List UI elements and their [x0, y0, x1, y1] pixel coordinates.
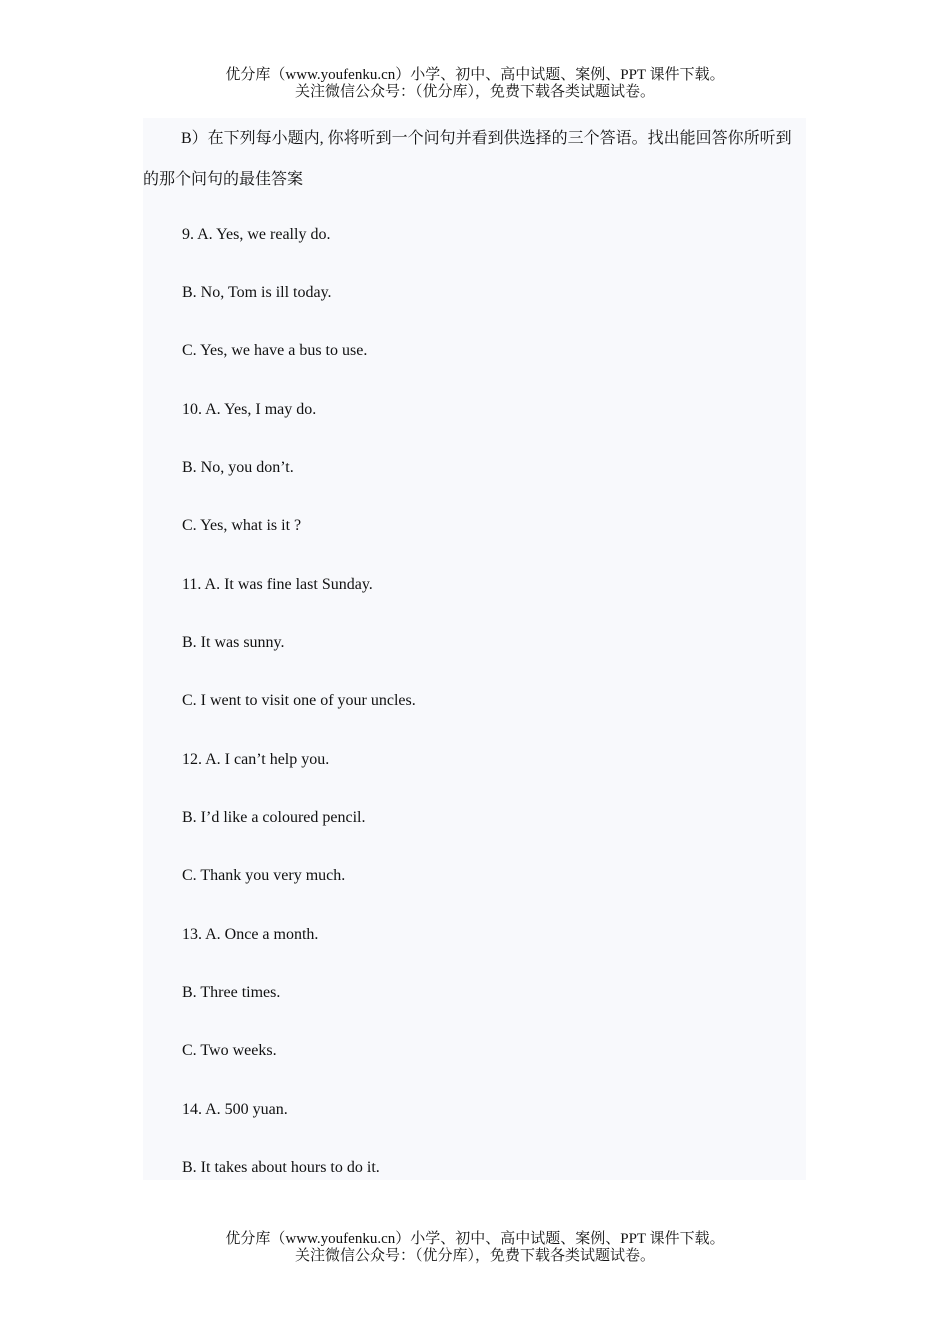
option-10b: B. No, you don’t.: [182, 459, 294, 476]
option-12a: 12. A. I can’t help you.: [182, 751, 330, 768]
question-section: [143, 118, 806, 1180]
section-instruction: B）在下列每小题内, 你将听到一个问句并看到供选择的三个答语。找出能回答你所听到的那个问句的最佳答案: [143, 130, 792, 188]
option-11b: B. It was sunny.: [182, 634, 285, 651]
option-12b: B. I’d like a coloured pencil.: [182, 809, 366, 826]
option-14a: 14. A. 500 yuan.: [182, 1101, 288, 1118]
option-11a: 11. A. It was fine last Sunday.: [182, 576, 373, 593]
header-line-1: 优分库（www.youfenku.cn）小学、初中、高中试题、案例、PPT 课件下载。: [225, 67, 725, 83]
option-12c: C. Thank you very much.: [182, 867, 346, 884]
option-10a: 10. A. Yes, I may do.: [182, 401, 317, 418]
header-line-2: 关注微信公众号：（优分库），免费下载各类试题试卷。: [294, 84, 655, 100]
option-9a: 9. A. Yes, we really do.: [182, 226, 331, 243]
option-13c: C. Two weeks.: [182, 1042, 277, 1059]
option-9c: C. Yes, we have a bus to use.: [182, 342, 368, 359]
option-9b: B. No, Tom is ill today.: [182, 284, 332, 301]
option-11c: C. I went to visit one of your uncles.: [182, 692, 416, 709]
footer-line-2: 关注微信公众号：（优分库），免费下载各类试题试卷。: [294, 1248, 655, 1264]
page-footer: [0, 1231, 950, 1265]
option-13a: 13. A. Once a month.: [182, 926, 319, 943]
footer-line-1: 优分库（www.youfenku.cn）小学、初中、高中试题、案例、PPT 课件下载。: [225, 1231, 725, 1247]
page-header: [0, 67, 950, 101]
option-13b: B. Three times.: [182, 984, 281, 1001]
option-10c: C. Yes, what is it ?: [182, 517, 302, 534]
option-14b: B. It takes about hours to do it.: [182, 1159, 380, 1176]
